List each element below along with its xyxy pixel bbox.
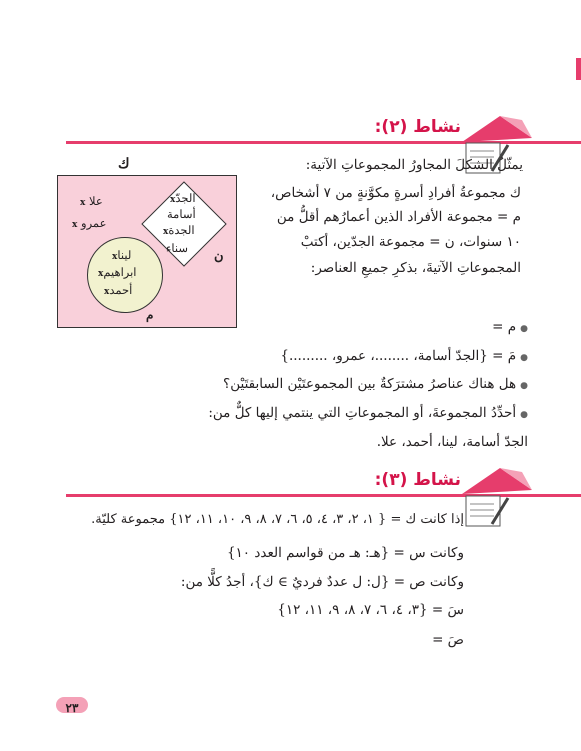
venn-circle-lina: ليناx bbox=[112, 248, 132, 262]
activity2-intro-4: ١٠ سنوات، ن = مجموعة الجدّين، أكتبْ bbox=[300, 234, 521, 250]
activity3-line-1: إذا كانت ك = { ١، ٢، ٣، ٤، ٥، ٦، ٧، ٨، ٩، ١٠، ١١، ١٢} مجموعة كليّة. bbox=[91, 512, 464, 527]
venn-diamond-osama: أسامة bbox=[167, 207, 196, 221]
venn-outside-ula: علا x bbox=[80, 194, 103, 208]
venn-circle-ahmad: أحمدx bbox=[104, 283, 133, 297]
activity3-title: نشاط (٣): bbox=[374, 470, 461, 490]
venn-label-universal: ك bbox=[118, 156, 130, 172]
activity2-intro-1: يمثّلُ الشكلَ المجاورُ المجموعاتِ الآتية: bbox=[305, 157, 523, 173]
activity2-intro-3: م = مجموعة الأفراد الذين أعمارُهم أقلُّ من bbox=[276, 209, 521, 225]
activity2-item-4: ●أحدِّدُ المجموعةَ، أو المجموعاتِ التي ينتمي إليها كلٌّ من: bbox=[208, 405, 528, 421]
activity2-item-3: ●هل هناك عناصرُ مشترَكةٌ بين المجموعتَيْن السابقتَيْن؟ bbox=[223, 376, 528, 392]
venn-outside-amr: عمرو x bbox=[72, 216, 107, 230]
venn-diamond-sanaa: سناء bbox=[166, 241, 189, 255]
page-edge-mark bbox=[576, 58, 581, 80]
activity3-line-3: وكانت ص = {ل: ل عددٌ فرديٌ ∋ ك}، أجدُ كلًّا من: bbox=[180, 574, 464, 590]
venn-diamond-aljadda: الجدةx bbox=[163, 223, 195, 237]
venn-label-m: م bbox=[146, 308, 154, 322]
activity2-intro-5: المجموعاتِ الآتيةَ، بذكرِ جميعِ العناصر: bbox=[310, 260, 521, 276]
page-number: ٢٣ bbox=[65, 701, 79, 715]
activity2-intro-2: ك مجموعةُ أفرادِ أسرةٍ مكوَّنةٍ من ٧ أشخاص، bbox=[270, 185, 521, 201]
page-number-badge bbox=[56, 697, 88, 713]
notebook-pencil-icon bbox=[462, 490, 510, 530]
activity2-item-2: ●مَ = {الجدّ أسامة، ........، عمرو، .........} bbox=[280, 348, 528, 364]
venn-circle-ibrahim: ابراهيمx bbox=[98, 265, 137, 279]
activity3-line-2: وكانت س = {هـ: هـ من قواسم العدد ١٠} bbox=[226, 545, 464, 561]
activity3-line-4: سَ = {٣، ٤، ٦، ٧، ٨، ٩، ١١، ١٢} bbox=[277, 602, 464, 618]
activity3-line-5: صَ = bbox=[432, 632, 464, 648]
activity2-item-1: ●م = bbox=[492, 319, 528, 335]
activity2-final-line: الجدّ أسامة، لينا، أحمد، علا. bbox=[376, 434, 528, 450]
venn-diamond-aljad: الجدّx bbox=[170, 191, 196, 205]
activity2-title: نشاط (٢): bbox=[374, 117, 461, 137]
venn-label-n: ن bbox=[214, 249, 224, 264]
